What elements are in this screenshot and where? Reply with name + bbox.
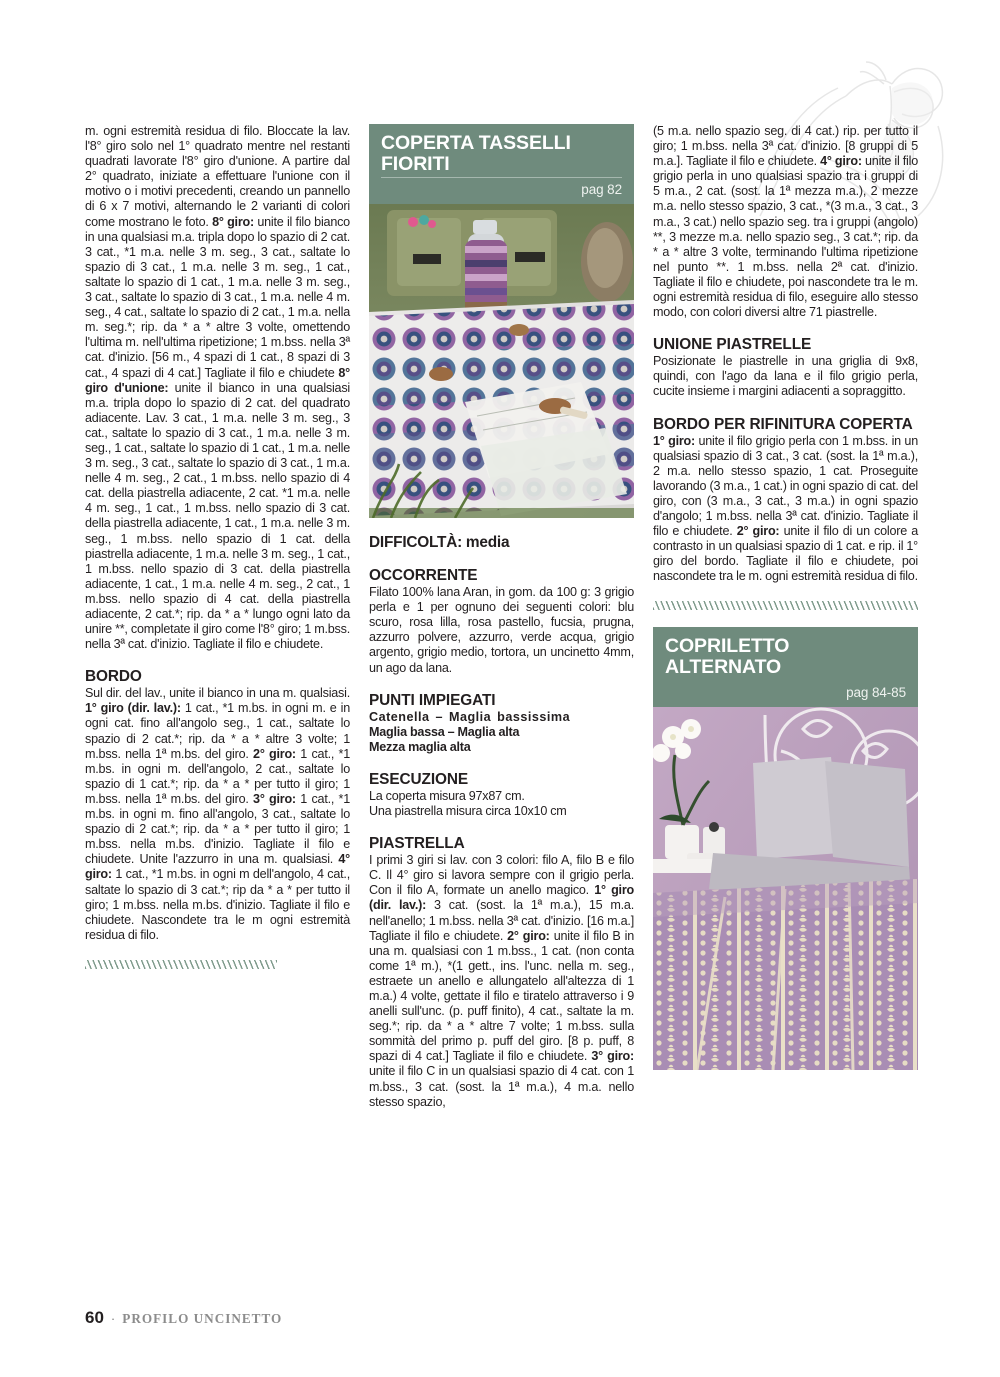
bordo-text-5: 1 cat., *1 m.bs. in ogni m dell'angolo, 4 cat., saltate lo spazio di 3 cat.*; rip da * a * per tutto il giro; 1 m.bss. nella m.bs. d'inizio. Tagliate il filo e chiudete. Nascondete tra le m ogni estremità residua di filo.	[85, 867, 350, 942]
column-middle	[369, 124, 634, 1110]
column-right	[653, 124, 918, 1070]
right-text-2: unite il filo grigio perla in uno qualsiasi spazio tra i gruppi di 5 m.a., 2 cat. (sost. la 1ª mezza m.a.), 2 mezze m.a. nello stesso spazio, 3 cat., *(3 m.a., 3 cat., 3 m.a., 3 cat.) nello spazio seg. tra i gruppi (angolo) **, 3 mezze m.a. nello spazio seg., 3 cat.*; rip. da * a * altre 3 volte, terminando l'ultima ripetizione nel punto **. 1 m.bss. nella 2ª cat. d'inizio. Tagliate il filo e chiudete, poi nascondete tra le m. ogni estremità residua di filo, eseguire allo stesso modo, con colori diversi altre 71 piastrelle.	[653, 154, 918, 320]
copriletto-title: COPRILETTO ALTERNATO	[665, 635, 790, 678]
copriletto-photo	[653, 707, 918, 1070]
column-left	[85, 124, 350, 969]
bordo-bold-3: 3° giro:	[253, 791, 296, 806]
right-bold-1: 4° giro:	[820, 154, 862, 169]
left-text-1: m. ogni estremità residua di filo. Bloccate la lav. l'8° giro solo nel 1° quadrato mentre nel restanti quadrati lavorate l'8° giro d'unione. A partire dal 2° quadrato, iniziate a effettuare l'unione con il motivo o i motivi precedenti, creando un pannello di 6 x 7 motivi, alternando le 2 varianti di colori come mostrano le foto.	[85, 124, 350, 229]
piastrella-bold-2: 2° giro:	[507, 928, 550, 943]
piastrella-heading: PIASTRELLA	[369, 835, 465, 853]
bordo-text-3: 1 cat., *1 m.bs. in ogni m. dell'angolo, 2 cat., saltate lo spazio di 1 cat.*; rip. da * a * per tutto il giro; 1 m.bss. nella 1ª m.bs. del giro.	[85, 746, 350, 806]
esecuzione-line-1: Una piastrella misura circa 10x10 cm	[369, 804, 567, 819]
bordo-rifinitura-paragraph	[653, 434, 918, 585]
coperta-page-ref: pag 82	[581, 182, 622, 197]
bordo-text-4: 1 cat., *1 m.bs. in ogni m. fino all'angolo, 3 cat., saltate lo spazio di 2 cat.*; rip. da * a * per tutto il giro; 1 m.bss. nella m.bs. d'inizio. Tagliate il filo e chiudete. Unite l'azzurro in una m. qualsiasi.	[85, 791, 350, 867]
piastrella-text-1: I primi 3 giri si lav. con 3 colori: filo A, filo B e filo C. Il 4° giro si lavora sempre con il grigio perla. Con il filo A, formate un anello magico.	[369, 853, 634, 898]
unione-heading: UNIONE PIASTRELLE	[653, 336, 812, 354]
punti-line-1: Maglia bassa – Maglia alta	[369, 724, 520, 739]
bordo-paragraph	[85, 686, 350, 943]
occorrente-text: Filato 100% lana Aran, in gom. da 100 g: 3 grigio perla e 1 per ognuno dei seguenti colori: blu scuro, rosa lilla, rosa pastello, fucsia, prugna, azzurro polvere, azzurro, verde acqua, grigio argento, grigio medio, tortora, un uncinetto 4mm, un ago da lana.	[369, 585, 634, 675]
bordo-rifinitura-heading: BORDO PER RIFINITURA COPERTA	[653, 415, 913, 433]
bordo-heading: BORDO	[85, 668, 142, 686]
difficolta-line	[369, 535, 634, 551]
page-footer	[85, 1308, 282, 1328]
bordo-bold-2: 2° giro:	[253, 746, 296, 761]
left-bold-1: 8° giro:	[212, 214, 254, 229]
coperta-title: COPERTA TASSELLI FIORITI	[381, 132, 571, 175]
footer-separator: ·	[110, 1311, 116, 1326]
hatch-rule-left	[85, 960, 277, 969]
unione-text: Posizionate le piastrelle in una griglia di 9x8, quindi, con l'ago da lana e il filo grigio perla, cucite insieme i margini adiacenti a sopraggitto.	[653, 354, 918, 399]
page-number: 60	[85, 1308, 104, 1327]
difficolta-label: DIFFICOLTÀ:	[369, 534, 463, 551]
left-text-2: unite il filo bianco in una qualsiasi m.a. tripla dopo lo spazio di 2 cat. 3 cat., *1 m.a. nelle 3 m. seg., 3 cat., saltate lo spazio di 3 cat., 1 m.a. nelle 3 m. seg., 1 cat., saltate lo spazio di 1 cat., 1 m.a. nelle 3 m. seg., 3 cat., saltate lo spazio di 3 cat., 1 m.a. nelle 4 m. seg., 4 cat., saltate lo spazio di 2 cat., 1 m.a. nella m. seg.*; rip. da * a * altre 3 volte, omettendo l'ultima m. nell'ultima ripetizione; 1 m.bss. nella 3ª cat. d'inizio. [56 m., 4 spazi di 1 cat., 8 spazi di 3 cat., 4 spazi di 4 cat.] Tagliate il filo e chiudete	[85, 214, 350, 380]
piastrella-bold-1: 1° giro (dir. lav.):	[369, 883, 634, 913]
bordo-rif-bold-1: 1° giro:	[653, 433, 695, 448]
piastrella-bold-3: 3° giro:	[591, 1049, 634, 1064]
hatch-rule-right	[653, 601, 918, 610]
copriletto-title-plate	[653, 627, 918, 707]
content-columns	[85, 124, 923, 1254]
esecuzione-heading: ESECUZIONE	[369, 770, 469, 788]
right-continued-paragraph	[653, 124, 918, 320]
bordo-bold-1: 1° giro (dir. lav.):	[85, 701, 181, 716]
left-continued-paragraph	[85, 124, 350, 652]
copriletto-page-ref: pag 84-85	[846, 685, 906, 701]
piastrella-text-2: 3 cat. (sost. la 1ª m.a.), 15 m.a. nell'anello; 1 m.bss. nella 3ª cat. d'inizio. [16 m.a.] Tagliate il filo e chiudete.	[369, 898, 634, 943]
bordo-text-2: 1 cat., *1 m.bs. in ogni m. e in ogni cat. fino all'angolo seg., 1 cat., saltate lo spazio di 2 cat.*; rip. da * a * altre 3 volte; 1 m.bss. nella 1ª m.bs. del giro.	[85, 701, 350, 761]
right-text-1: (5 m.a. nello spazio seg. di 4 cat.) rip. per tutto il giro; 1 m.bss. nella 3ª cat. d'inizio. [8 gruppi di 5 m.a.]. Tagliate il filo e chiudete.	[653, 124, 918, 169]
coperta-title-plate	[369, 124, 634, 204]
left-text-3: unite il bianco in una qualsiasi m.a. tripla dopo lo spazio di 2 cat. del quadrato adiacente. Lav. 3 cat., 1 m.a. nelle 3 m. seg., 3 cat., saltate lo spazio di 3 cat., 1 m.a. nelle 3 m. seg., 1 cat., saltate lo spazio di 1 cat., 1 m.a. nelle 3 m. seg., 3 cat., saltate lo spazio di 3 cat., 1 m.a. nelle 4 m. seg., 2 cat., 1 m.bss. nello spazio di 4 cat. della piastrella adiacente, 2 cat. *1 m.a. nelle 4 m. seg., 1 cat., 1 m.bss. nello spazio di 3 cat. della piastrella adiacente, 1 cat., 1 m.a. nelle 3 m. seg., 1 m.bss. nello spazio di 1 cat. della piastrella adiacente, 1 m.a. nelle 3 m. seg., 1 cat., 1 m.bss. nello spazio di 3 cat. della piastrella adiacente, 1 cat., 1 m.a. nelle 4 m. seg., 2 cat., 1 m.bss. nello spazio di 4 cat. della piastrella adiacente, 2 cat.*; rip. da * a * lungo ogni lato da unire **, completate il giro come l'8° giro; 1 m.bss. nella 3ª cat. d'inizio. Tagliate il filo e chiudete.	[85, 380, 350, 652]
punti-heading: PUNTI IMPIEGATI	[369, 691, 496, 709]
punti-line-0: Catenella – Maglia bassissima	[369, 709, 571, 724]
bordo-bold-4: 4° giro:	[85, 852, 350, 882]
magazine-name: PROFILO UNCINETTO	[122, 1311, 283, 1326]
piastrella-text-3: unite il filo B in una m. qualsiasi con 1 m.bss., 1 cat. (non conta come 1ª m.), *(1 gett., ins. l'unc. nella m. seg., estraete un anello e allungatelo all'altezza di 1 m.a.) 4 volte, gettate il filo e tiratelo attraverso i 9 anelli sull'unc. (p. puff finito), 4 cat., saltate la m. seg.*; rip. da * a * altre 7 volte; 1 m.bss. sulla sommità del primo p. puff del giro. [8 p. puff, 8 spazi di 4 cat.] Tagliate il filo e chiudete.	[369, 928, 634, 1064]
piastrella-text-4: unite il filo C in un qualsiasi spazio di 4 cat. con 1 m.bss., 3 cat. (sost. la 1ª m.a.), 4 m.a. nello stesso spazio,	[369, 1064, 634, 1109]
esecuzione-line-0: La coperta misura 97x87 cm.	[369, 788, 525, 803]
bordo-rif-text-1: unite il filo grigio perla con 1 m.bss. in un qualsiasi spazio di 3 cat., 3 cat. (sost. la 1ª m.a.), 2 m.a. nello stesso spazio, 1 cat. Proseguite lavorando (3 m.a., 1 cat.) in ogni spazio di cat. del giro, con (3 m.a., 3 cat., 3 m.a.) in ogni spazio d'angolo; 1 m.bss. nella 3ª cat. d'inizio. Tagliate il filo e chiudete.	[653, 433, 919, 539]
left-bold-2: 8° giro d'unione:	[85, 365, 350, 395]
piastrella-paragraph	[369, 853, 634, 1110]
occorrente-heading: OCCORRENTE	[369, 567, 478, 585]
coperta-photo	[369, 204, 634, 518]
bordo-text-1: Sul dir. del lav., unite il bianco in una m. qualsiasi.	[85, 686, 350, 701]
punti-line-2: Mezza maglia alta	[369, 739, 471, 754]
difficolta-value: media	[462, 534, 510, 551]
bordo-rif-bold-2: 2° giro:	[736, 524, 780, 539]
bordo-rif-text-2: unite il filo di un colore a contrasto in un qualsiasi spazio di 1 cat. e rip. il 1° giro del bordo. Tagliate il filo e chiudete, poi nascondete tra le m. ogni estremità residua di filo.	[653, 524, 918, 584]
